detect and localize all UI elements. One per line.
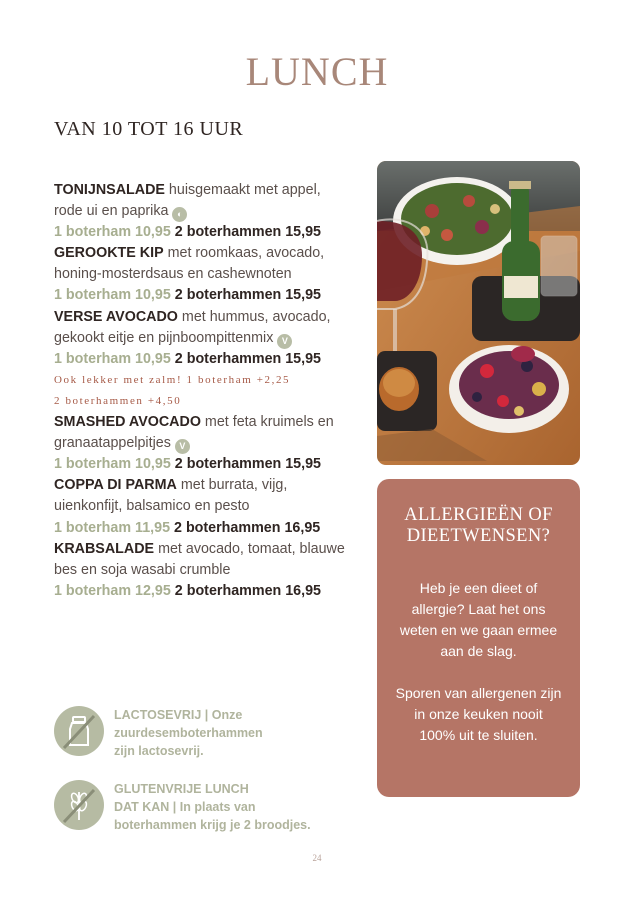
allergy-paragraph: Sporen van allergenen zijn in onze keuken nooit 100% uit te sluiten. <box>395 685 562 743</box>
price-one-slice: 1 boterham 10,95 <box>54 456 171 473</box>
allergy-title <box>377 505 580 547</box>
info-line: LACTOSEVRIJ | Onze <box>114 708 243 722</box>
salmon-note: 2 boterhammen +4,50 <box>54 394 182 407</box>
info-line: GLUTENVRIJE LUNCH <box>114 782 249 796</box>
price-two-slices: 2 boterhammen 16,95 <box>174 519 321 536</box>
lactose-text <box>114 706 354 760</box>
dish-line <box>54 496 370 517</box>
dish-description: bes en soja wasabi crumble <box>54 561 231 578</box>
dish-description: met feta kruimels en <box>200 414 334 431</box>
allergy-title-line: ALLERGIEËN OF <box>404 505 553 525</box>
vegetarian-icon: V <box>175 439 190 454</box>
allergy-info-box <box>377 479 580 797</box>
dish-line <box>54 201 370 222</box>
no-wheat-icon <box>54 780 104 830</box>
dish-description: huisgemaakt met appel, <box>164 182 321 198</box>
dish-name: GEROOKTE KIP <box>54 245 164 262</box>
allergy-title-line: DIEETWENSEN? <box>406 526 551 546</box>
dish-description: met burrata, vijg, <box>176 477 288 494</box>
dish-description: uienkonfijt, balsamico en pesto <box>54 498 250 515</box>
price-one-slice: 1 boterham 10,95 <box>54 350 171 367</box>
info-line: boterhammen krijg je 2 broodjes. <box>114 818 311 832</box>
page-number: 24 <box>312 853 322 863</box>
salmon-note: Ook lekker met zalm! 1 boterham +2,25 <box>54 373 291 386</box>
no-milk-bottle-icon <box>54 706 104 756</box>
dish-description: granaatappelpitjes <box>54 435 175 452</box>
price-line <box>54 349 370 370</box>
dish-name: COPPA DI PARMA <box>54 477 177 494</box>
dish-line <box>54 433 370 454</box>
price-line <box>54 518 370 539</box>
dish-line <box>54 539 370 560</box>
price-two-slices: 2 boterhammen 16,95 <box>174 582 322 599</box>
dish-description: met avocado, tomaat, blauwe <box>154 540 345 557</box>
dish-line <box>54 264 370 285</box>
price-line <box>54 285 370 306</box>
allergy-text <box>377 578 580 746</box>
dish-name: TONIJNSALADE <box>54 182 165 198</box>
dish-description: gekookt eitje en pijnboompittenmix <box>54 329 278 346</box>
price-two-slices: 2 boterhammen 15,95 <box>174 350 322 367</box>
dish-description: honing-mosterdsaus en cashewnoten <box>54 266 292 283</box>
price-two-slices: 2 boterhammen 15,95 <box>174 456 322 473</box>
price-one-slice: 1 boterham 10,95 <box>54 224 171 241</box>
price-one-slice: 1 boterham 12,95 <box>54 582 171 599</box>
price-two-slices: 2 boterhammen 15,95 <box>174 224 322 241</box>
price-one-slice: 1 boterham 11,95 <box>54 519 171 536</box>
dish-line <box>54 307 370 328</box>
vegetarian-icon: V <box>277 334 292 349</box>
dish-description: met hummus, avocado, <box>177 308 331 325</box>
info-line: DAT KAN | In plaats van <box>114 800 256 814</box>
info-line: zuurdesemboterhammen <box>114 726 263 740</box>
info-line: zijn lactosevrij. <box>114 744 204 758</box>
dish-description: met roomkaas, avocado, <box>163 245 325 262</box>
dish-line <box>54 412 370 433</box>
price-line <box>54 581 370 602</box>
dish-name: KRABSALADE <box>54 540 155 557</box>
dish-line <box>54 560 370 581</box>
dish-description: rode ui en paprika <box>54 203 173 220</box>
lunch-menu <box>54 180 370 602</box>
page-title: LUNCH <box>245 49 389 94</box>
allergy-paragraph: Heb je een dieet of allergie? Laat het ons weten en we gaan ermee aan de slag. <box>399 580 558 659</box>
price-line <box>54 454 370 475</box>
dish-line <box>54 328 370 349</box>
dish-name: VERSE AVOCADO <box>54 308 178 325</box>
price-two-slices: 2 boterhammen 15,95 <box>174 287 322 304</box>
food-photo <box>377 161 580 465</box>
price-line <box>54 222 370 243</box>
gluten-text <box>114 780 354 834</box>
dish-line <box>54 475 370 496</box>
fish-icon: ◐ <box>172 207 187 222</box>
dish-line <box>54 180 370 201</box>
price-one-slice: 1 boterham 10,95 <box>54 287 171 304</box>
lunch-hours: VAN 10 TOT 16 UUR <box>54 118 244 140</box>
dish-line <box>54 243 370 264</box>
dish-name: SMASHED AVOCADO <box>54 414 201 431</box>
